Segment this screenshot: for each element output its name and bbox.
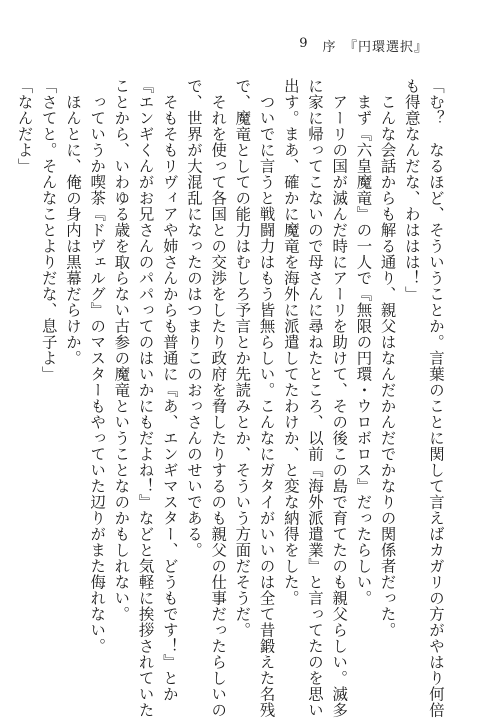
text-line: で、魔竜としての能力はむしろ予言とか先読みとか、そういう方面だそうだ。 bbox=[233, 78, 252, 638]
text-line: に家に帰ってこないので母さんに尋ねたところ、以前『海外派遣業』と言ってたのを思い bbox=[305, 78, 324, 718]
text-line: ことから、いわゆる歳を取らない古参の魔竜ということなのかもしれない。 bbox=[112, 78, 131, 622]
vertical-body-text bbox=[12, 78, 448, 718]
text-line: 「なんだよ」 bbox=[15, 78, 34, 174]
text-line: それを使って各国との交渉をしたり政府を脅したりするのも親父の仕事だったらしいの bbox=[209, 78, 228, 718]
text-line: ついでに言うと戦闘力はもう皆無らしい。こんなにガタイがいいのは全て昔鍛えた名残 bbox=[257, 78, 276, 718]
text-line: ほんとに、俺の身内は黒幕だらけか。 bbox=[63, 78, 82, 366]
text-line: っていうか喫茶『ドヴェルグ』のマスターもやっていた辺りがまた侮れない。 bbox=[88, 78, 107, 654]
text-line: 「さてと。そんなことよりだな、息子よ」 bbox=[39, 78, 58, 382]
text-line: アーリの国が滅んだ時にアーリを助けて、その後この島で育てたのも親父らしい。滅多 bbox=[330, 78, 349, 718]
text-line: まず『六皇魔竜』の一人で『無限の円環・ウロボロス』だったらしい。 bbox=[354, 78, 373, 606]
text-line: 「む？ なるほど、そういうことか。言葉のことに関して言えばカガリの方がやはり何倍 bbox=[427, 78, 445, 718]
running-header bbox=[299, 36, 428, 55]
chapter-title: 序 『円環選択』 bbox=[322, 40, 428, 55]
text-line: こんな会話からも解る通り、親父はなんだかんだでかなりの関係者だった。 bbox=[378, 78, 397, 638]
text-line: も得意なんだな、わははは！」 bbox=[402, 78, 421, 302]
text-line: そもそもリヴィアや姉さんからも普通に『あ、エンギマスター、どうもです！』とか bbox=[160, 78, 179, 702]
page-number: 9 bbox=[299, 36, 309, 51]
text-line: 出す。まあ、確かに魔竜を海外に派遣してたわけか、と変な納得をした。 bbox=[281, 78, 300, 606]
text-line: 『エンギくんがお兄さんのパパってのはいかにもだよね！』などと気軽に挨拶されていた bbox=[136, 78, 155, 718]
text-line: で、世界が大混乱になったのはつまりこのおっさんのせいである。 bbox=[184, 78, 203, 558]
